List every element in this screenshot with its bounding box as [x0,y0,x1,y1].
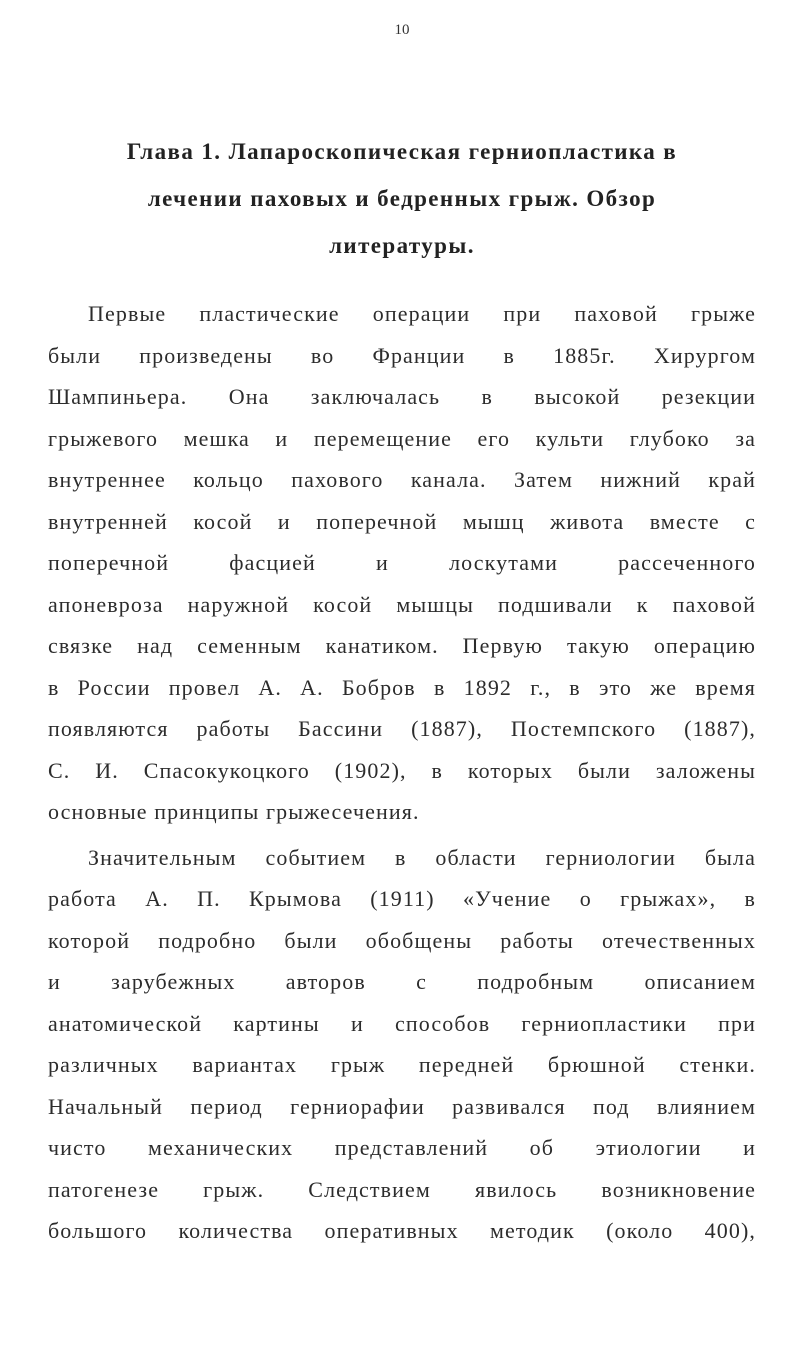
text-line: которой подробно были обобщены работы отечественных [48,927,756,953]
chapter-title [60,128,744,269]
text-line: грыжевого мешка и перемещение его культи глубоко за [48,425,756,451]
page-number: 10 [394,22,410,38]
text-line: работа А. П. Крымова (1911) «Учение о грыжах», в [48,886,756,911]
text-line: Первые пластические операции при паховой грыже [88,301,756,326]
text-line: Начальный период герниорафии развивался под влиянием [48,1093,756,1119]
text-line: в России провел А. А. Бобров в 1892 г., в это же время [48,674,756,700]
text-line: появляются работы Бассини (1887), Постемпского (1887), [48,716,756,741]
text-line: основные принципы грыжесечения. [48,799,420,824]
text-line: и зарубежных авторов с подробным описанием [48,969,756,994]
text-line: различных вариантах грыж передней брюшной стенки. [48,1052,756,1077]
text-line: внутреннее кольцо пахового канала. Затем нижний край [48,467,756,492]
chapter-title-line: литературы. [329,233,475,258]
text-line: Шампиньера. Она заключалась в высокой резекции [48,384,756,409]
text-line: были произведены во Франции в 1885г. Хирургом [48,342,756,368]
paragraph-2 [48,837,756,1252]
text-line: анатомической картины и способов герниопластики при [48,1010,756,1036]
text-line: апоневроза наружной косой мышцы подшивали к паховой [48,591,756,617]
chapter-title-line: лечении паховых и бедренных грыж. Обзор [147,186,657,211]
text-line: С. И. Спасокукоцкого (1902), в которых были заложены [48,757,756,783]
chapter-title-line: Глава 1. Лапароскопическая герниопластика в [126,139,678,164]
text-line: поперечной фасцией и лоскутами рассеченного [48,550,756,575]
paragraph-1 [48,293,756,833]
text-line: чисто механических представлений об этиологии и [48,1135,756,1160]
text-line: связке над семенным канатиком. Первую такую операцию [48,633,756,658]
text-line: Значительным событием в области герниологии была [88,844,756,870]
body-text [48,293,756,1252]
text-line: патогенезе грыж. Следствием явилось возникновение [48,1176,756,1202]
text-line: большого количества оперативных методик (около 400), [48,1218,756,1243]
text-line: внутренней косой и поперечной мышц живота вместе с [48,508,756,534]
